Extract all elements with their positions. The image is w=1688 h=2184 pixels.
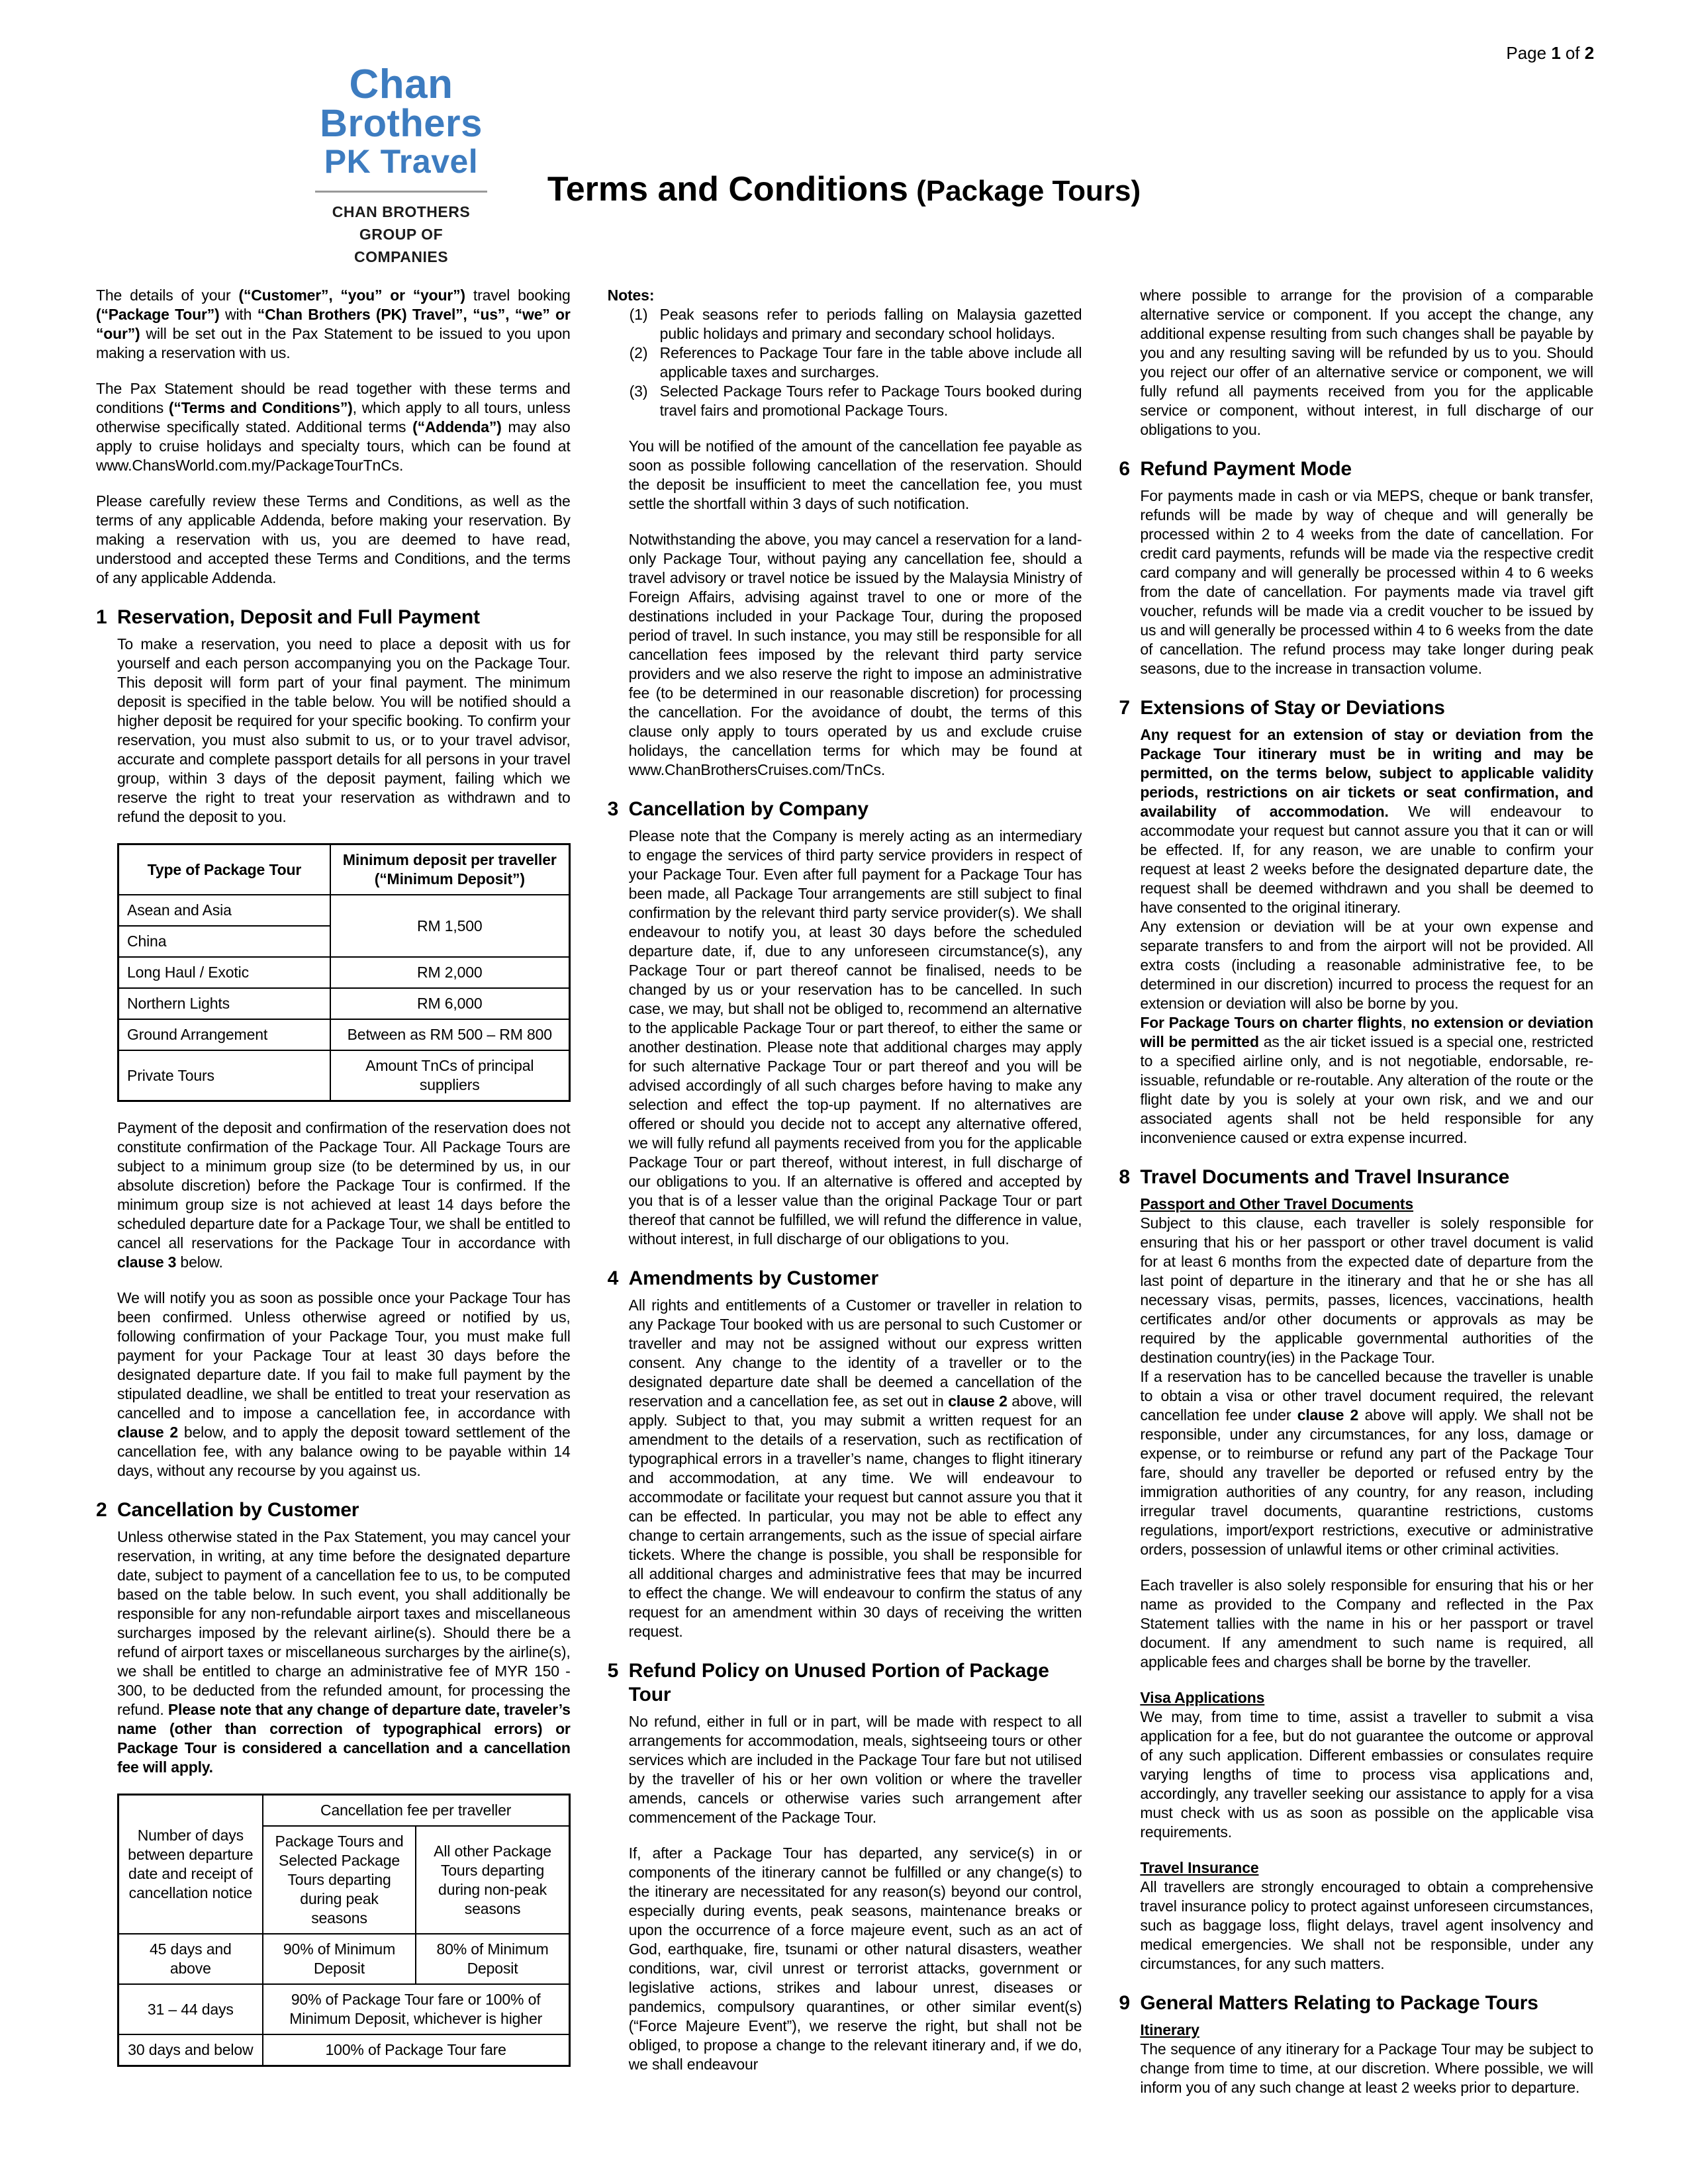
- table-row: [118, 1934, 570, 1984]
- section-6-title: Refund Payment Mode: [1140, 458, 1352, 480]
- section-5-paragraph-2: If, after a Package Tour has departed, any service(s) in or components of the itinerary cannot be fulfilled or any change(s) to the itinerary are necessitated for any reason(s) beyond our control, especially during events, peak seasons, maintenance breaks or upon the occurrence of a force majeure event, such as an act of God, earthquake, fire, tsunami or other natural disasters, weather conditions, war, civil unrest or terrorist attacks, government or legislative actions, strikes and labour unrest, diseases or pandemics, compulsory quarantines, or other similar event(s) (“Force Majeure Event”), we reserve the right, but shall not be obliged, to propose a change to the relevant itinerary and, if we do, we shall endeavour: [628, 1844, 1082, 2073]
- section-7-paragraph-1: Any request for an extension of stay or deviation from the Package Tour itinerary must be in writing and may be permitted, on the terms below, subject to applicable validity periods, restrictions on air tickets or seat confirmation, and availability of accommodation. We will endeavour to accommodate your request but cannot assure you that it can or will be effected. If, for any reason, we are unable to confirm your request at least 2 weeks before the designated departure date, the request shall be deemed withdrawn and you shall be deemed to have consented to the original itinerary.: [1140, 726, 1594, 916]
- subheading-itinerary: Itinerary: [1140, 2021, 1199, 2038]
- subheading-visa-applications: Visa Applications: [1140, 1689, 1265, 1706]
- section-8-title: Travel Documents and Travel Insurance: [1140, 1166, 1510, 1188]
- page-title-suffix: (Package Tours): [908, 175, 1141, 207]
- logo-wordmark: [311, 62, 491, 180]
- section-1-title: Reservation, Deposit and Full Payment: [117, 606, 480, 628]
- section-5-heading: [608, 1659, 1082, 1707]
- subheading-travel-insurance: Travel Insurance: [1140, 1859, 1259, 1876]
- subheading-passport-documents: Passport and Other Travel Documents: [1140, 1195, 1414, 1212]
- logo-word-brothers: Brothers: [320, 102, 483, 145]
- section-1-reservation: [96, 606, 571, 1480]
- cancellation-cell-80-min-deposit: 80% of Minimum Deposit: [416, 1934, 569, 1984]
- section-8-paragraph-2: If a reservation has to be cancelled because the traveller is unable to obtain a visa or other travel document required, the relevant cancellation fee under clause 2 above will apply. We shall not be responsible, under any circumstances, for any loss, damage or expense, or to reimburse or refund any part of the Package Tour fare, should any traveller be deported or refused entry by the immigration authorities of any country, for any reason, including irregular travel documents, quarantine restrictions, customs regulations, import/export restrictions, executive or administrative orders, possession of unlawful items or other criminal activities.: [1140, 1368, 1594, 1558]
- section-3-cancellation-by-company: [608, 797, 1082, 1249]
- section-9-heading: [1119, 1991, 1593, 2015]
- three-column-body: [96, 286, 1593, 2097]
- section-4-paragraph-1: All rights and entitlements of a Customer or traveller in relation to any Package Tour booked with us are personal to such Customer or traveller and may not be assigned without our express written consent. Any change to the identity of a traveller or to the designated departure date shall be deemed a cancellation of the reservation and a cancellation fee, as set out in clause 2 above, will apply. Subject to that, you may submit a written request for an amendment to the details of a reservation, such as rectification of typographical errors in a traveller’s name, changes to flight itinerary and accommodation, at any time. We will endeavour to accommodate or facilitate your request but cannot assure you that it can be effected. In particular, you may not be able to effect any change to certain arrangements, such as the issue of special airfare tickets. Where the change is possible, you shall be responsible for all additional charges and administrative fees that may be incurred to effect the change. We will endeavour to confirm the status of any request for an amendment within 30 days of receiving the written request.: [628, 1297, 1082, 1640]
- section-4-amendments-by-customer: [608, 1267, 1082, 1641]
- note-2-number: (2): [629, 344, 648, 361]
- section-2-cancellation-by-customer: [96, 1498, 571, 2067]
- intro-paragraph-3: Please carefully review these Terms and Conditions, as well as the terms of any applicable Addenda, before making your reservation. By making a reservation with us, you are deemed to have read, understood and accepted these Terms and Conditions, and the terms of any applicable Addenda.: [96, 492, 571, 586]
- cancellation-cell-31-44-days: 31 – 44 days: [118, 1984, 263, 2034]
- deposit-cell-china: China: [118, 926, 330, 957]
- table-row: [118, 2034, 570, 2066]
- section-7-extensions-of-stay: [1119, 696, 1593, 1148]
- page-number-label: Page 1 of 2: [1506, 43, 1594, 63]
- table-row: [118, 1019, 570, 1050]
- section-5-title: Refund Policy on Unused Portion of Package Tour: [628, 1660, 1049, 1706]
- note-3-text: Selected Package Tours refer to Package Tours booked during travel fairs and promotional Package Tours.: [659, 383, 1082, 419]
- section-8-body: [1140, 1195, 1593, 1974]
- section-3-paragraph-1: Please note that the Company is merely acting as an intermediary to engage the services of third party service providers in respect of your Package Tour. Even after full payment for a Package Tour has been made, all Package Tour arrangements are still subject to final confirmation by the relevant third party service provider(s). We shall endeavour to notify you, at least 30 days before the scheduled departure date, if, due to any unforeseen circumstance(s), any Package Tour or part thereof cannot be finalised, needs to be changed by us or your reservation has to be cancelled. In such case, we may, but shall not be obliged to, recommend an alternative to the applicable Package Tour or part thereof, to either the same or another destination. Please note that additional charges may apply for such alternative Package Tour or part thereof and you will be advised accordingly of all such charges before having to make any selection and effect the top-up payment. If no alternatives are offered or should you decide not to accept any alternative offered, we will fully refund all payments received from you for the applicable Package Tour or part thereof, without interest, in full discharge of our obligations to you. If an alternative is offered and accepted by you that is of a lesser value than the original Package Tour or part thereof that cannot be fulfilled, we will refund the difference in value, without interest, in full discharge of our obligations to you.: [628, 827, 1082, 1248]
- company-logo: [311, 62, 491, 268]
- cancellation-cell-30-days: 30 days and below: [118, 2034, 263, 2066]
- deposit-cell-rm6000: RM 6,000: [330, 988, 569, 1019]
- section-5-continuation-paragraph: where possible to arrange for the provision of a comparable alternative service or component. If you accept the change, any additional expense resulting from such changes shall be payable by you and any resulting saving will be refunded by us to you. Should you reject our offer of an alternative service or component, we will fully refund all payments received from you for the applicable service or component, without interest, in full discharge of our obligations to you.: [1140, 287, 1594, 438]
- section-3-body: [629, 827, 1082, 1249]
- minimum-deposit-table: [117, 843, 571, 1102]
- cancellation-fee-table: [117, 1794, 571, 2067]
- section-2-heading: [96, 1498, 571, 1522]
- deposit-cell-rm2000: RM 2,000: [330, 957, 569, 988]
- deposit-table-header-type: Type of Package Tour: [118, 844, 330, 895]
- cancellation-fee-notice-paragraph: You will be notified of the amount of the cancellation fee payable as soon as possible following cancellation of the reservation. Should the deposit be insufficient to meet the cancellation fee, you must settle the shortfall within 3 days of such notification.: [628, 437, 1082, 512]
- section-7-title: Extensions of Stay or Deviations: [1140, 697, 1445, 719]
- section-8-paragraph-4: We may, from time to time, assist a traveller to submit a visa application for a fee, but do not guarantee the outcome or approval of any such application. Different embassies or consulates require varying lengths of time to process visa applications and, accordingly, any traveller seeking our assistance to apply for a visa must check with us as soon as possible on the applicable visa requirements.: [1140, 1708, 1594, 1841]
- cancellation-table-header-fee: Cancellation fee per traveller: [263, 1795, 570, 1827]
- section-4-body: [629, 1296, 1082, 1641]
- section-8-travel-documents: [1119, 1165, 1593, 1974]
- section-6-paragraph-1: For payments made in cash or via MEPS, cheque or bank transfer, refunds will be made by way of cheque and will generally be processed within 2 to 4 weeks from the date of cancellation. For credit card payments, refunds will be made via the respective credit card company and will generally be processed within 4 to 6 weeks from the date of cancellation. For payments made via travel gift voucher, refunds will be made via a credit voucher to be issued by us and will generally be processed within 4 to 6 weeks from the date of cancellation. The refund process may take longer during peak seasons, due to the increase in transaction volume.: [1140, 487, 1594, 677]
- section-1-body: [117, 635, 571, 1480]
- column-2-intro-block: [629, 437, 1082, 780]
- section-9-title: General Matters Relating to Package Tours: [1140, 1992, 1538, 2014]
- page-title: [0, 170, 1688, 208]
- table-row: [118, 1050, 570, 1101]
- section-1-heading: [96, 606, 571, 629]
- notes-list: [630, 305, 1082, 420]
- section-9-body: [1140, 2021, 1593, 2097]
- list-item: [630, 343, 1082, 382]
- section-7-paragraph-2: Any extension or deviation will be at your own expense and separate transfers to and from the airport will not be provided. All extra costs (including a reasonable administrative fee, to be determined in our discretion) incurred to process the request for an extension or deviation will also be borne by you.: [1140, 918, 1594, 1012]
- cancellation-cell-45-days: 45 days and above: [118, 1934, 263, 1984]
- table-row: [118, 957, 570, 988]
- section-2-paragraph-1: Unless otherwise stated in the Pax Statement, you may cancel your reservation, in writing, at any time before the designated departure date, subject to payment of a cancellation fee to us, to be computed based on the table below. In such event, you shall additionally be responsible for any non-refundable airport taxes and miscellaneous surcharges imposed by the relevant airline(s). Should there be a refund of airport taxes or miscellaneous surcharges by the airline(s), we shall be entitled to charge an administrative fee of MYR 150 - 300, to be deducted from the refunded amount, for processing the refund. Please note that any change of departure date, traveler’s name (other than correction of typographical errors) or Package Tour is considered a cancellation and a cancellation fee will apply.: [117, 1528, 571, 1776]
- section-3-heading: [608, 797, 1082, 821]
- cancellation-table-subheader-non-peak: All other Package Tours departing during non-peak seasons: [416, 1826, 569, 1934]
- section-1-paragraph-1: To make a reservation, you need to place a deposit with us for yourself and each person accompanying you on the Package Tour. This deposit will form part of your final payment. The minimum deposit is specified in the table below. You will be notified should a higher deposit be required for your specific booking. To confirm your reservation, you must also submit to us, or to your travel advisor, accurate and complete passport details for all persons in your travel group, within 3 days of the deposit payment, failing which we reserve the right to treat your reservation as withdrawn and to refund the deposit to you.: [117, 635, 571, 825]
- note-3-number: (3): [629, 383, 648, 400]
- cancellation-table-subheader-peak: Package Tours and Selected Package Tours departing during peak seasons: [263, 1826, 416, 1934]
- column-3: [1119, 286, 1593, 2097]
- section-4-heading: [608, 1267, 1082, 1291]
- deposit-cell-asean: Asean and Asia: [118, 895, 330, 926]
- section-4-title: Amendments by Customer: [628, 1267, 879, 1289]
- logo-caption: [311, 201, 491, 268]
- deposit-cell-principal-suppliers: Amount TnCs of principal suppliers: [330, 1050, 569, 1101]
- section-5-body: [629, 1712, 1082, 2074]
- deposit-cell-rm1500: RM 1,500: [330, 895, 569, 957]
- section-6-number: 6: [1119, 458, 1130, 480]
- intro-paragraph-1: The details of your (“Customer”, “you” or “your”) travel booking (“Package Tour”) with “Chan Brothers (PK) Travel”, “us”, “we” or “our”) will be set out in the Pax Statement to be issued to you upon making a reservation with us.: [96, 287, 571, 361]
- list-item: [630, 382, 1082, 420]
- deposit-cell-long-haul: Long Haul / Exotic: [118, 957, 330, 988]
- deposit-cell-ground-arrangement: Ground Arrangement: [118, 1019, 330, 1050]
- note-1-number: (1): [629, 306, 648, 323]
- section-2-body: [117, 1527, 571, 2067]
- deposit-cell-northern-lights: Northern Lights: [118, 988, 330, 1019]
- section-7-paragraph-3: For Package Tours on charter flights, no extension or deviation will be permitted as the air ticket issued is a special one, restricted to a specified airline only, and is not negotiable, endorsable, re-issuable, refundable or re-routable. Any alteration of the route or the flight date by you is solely at your own risk, and we and our associated agents shall not be held responsible for any inconvenience caused or extra expense incurred.: [1140, 1014, 1594, 1146]
- logo-word-pk-travel: PK Travel: [324, 143, 479, 180]
- section-9-number: 9: [1119, 1992, 1130, 2014]
- intro-paragraph-2: The Pax Statement should be read together with these terms and conditions (“Terms and Conditions”), which apply to all tours, unless otherwise specifically stated. Additional terms (“Addenda”) may also apply to cruise holidays and specialty tours, which can be found at www.ChansWorld.com.my/PackageTourTnCs.: [96, 380, 571, 474]
- list-item: [630, 305, 1082, 343]
- section-8-paragraph-3: Each traveller is also solely responsible for ensuring that his or her name as provided to the Company and reflected in the Pax Statement tallies with the name in his or her passport or travel document. If any amendment to such name is required, all applicable fees and charges shall be borne by the traveller.: [1140, 1576, 1594, 1670]
- section-5-paragraph-1: No refund, either in full or in part, will be made with respect to all arrangements for accommodation, meals, sightseeing tours or other services which are included in the Package Tour fare but not utilised by the traveller of his or her own volition or where the traveller amends, cancels or otherwise varies such arrangement after commencement of the Package Tour.: [628, 1713, 1082, 1826]
- table-row: [118, 1795, 570, 1827]
- cancellation-cell-90-fare: 90% of Package Tour fare or 100% of Minimum Deposit, whichever is higher: [263, 1984, 570, 2034]
- section-1-paragraph-2: Payment of the deposit and confirmation of the reservation does not constitute confirmation of the Package Tour. All Package Tours are subject to a minimum group size (to be determined by us, in our absolute discretion) before the Package Tour is confirmed. If the minimum group size is not achieved at least 14 days before the scheduled departure date for a Package Tour, we shall be entitled to cancel all reservations for the Package Tour in accordance with clause 3 below.: [117, 1119, 571, 1271]
- table-row: [118, 844, 570, 895]
- table-row: [118, 988, 570, 1019]
- logo-caption-line1: CHAN BROTHERS: [332, 203, 471, 220]
- column-1: [96, 286, 571, 2097]
- section-2-title: Cancellation by Customer: [117, 1499, 359, 1521]
- table-row: [118, 1984, 570, 2034]
- section-6-heading: [1119, 457, 1593, 481]
- section-5-refund-policy: [608, 1659, 1082, 2074]
- page-title-main: Terms and Conditions: [547, 170, 908, 208]
- cancellation-cell-100-fare: 100% of Package Tour fare: [263, 2034, 570, 2066]
- section-7-heading: [1119, 696, 1593, 720]
- deposit-cell-rm500-800: Between as RM 500 – RM 800: [330, 1019, 569, 1050]
- section-5-continuation-block: [1140, 286, 1593, 439]
- column-2: [608, 286, 1082, 2097]
- section-7-number: 7: [1119, 697, 1130, 719]
- section-8-heading: [1119, 1165, 1593, 1189]
- land-only-cancellation-paragraph: Notwithstanding the above, you may cancel a reservation for a land-only Package Tour, without paying any cancellation fee, should a travel advisory or travel notice be issued by the Malaysia Ministry of Foreign Affairs, advising against travel to one or more of the destinations included in your Package Tour, during the proposed period of travel. In such instance, you may still be responsible for all cancellation fees imposed by the relevant third party service providers and we also reserve the right to impose an administrative fee (to be determined in our reasonable discretion) for processing the cancellation. For the avoidance of doubt, the terms of this clause only apply to tours operated by us and exclude cruise holidays, the cancellation terms for which may be found at www.ChanBrothersCruises.com/TnCs.: [628, 531, 1082, 778]
- section-4-number: 4: [607, 1267, 619, 1289]
- section-5-number: 5: [607, 1660, 619, 1682]
- section-1-paragraph-3: We will notify you as soon as possible once your Package Tour has been confirmed. Unless otherwise agreed or notified by us, following confirmation of your Package Tour, you must make full payment for your Package Tour at least 30 days before the designated departure date. If you fail to make full payment by the stipulated deadline, we shall be entitled to treat your reservation as cancelled and to impose a cancellation fee, in accordance with clause 2 below, and to apply the deposit toward settlement of the cancellation fee, with any balance owing to be payable within 14 days, without any recourse by you against us.: [117, 1289, 571, 1479]
- section-6-body: [1140, 486, 1593, 678]
- note-1-text: Peak seasons refer to periods falling on Malaysia gazetted public holidays and primary and secondary school holidays.: [659, 306, 1082, 342]
- section-8-number: 8: [1119, 1166, 1130, 1188]
- section-3-number: 3: [607, 798, 619, 820]
- section-2-number: 2: [96, 1499, 107, 1521]
- logo-caption-line2: GROUP OF COMPANIES: [353, 226, 449, 265]
- section-9-paragraph-1: The sequence of any itinerary for a Package Tour may be subject to change from time to time, at our discretion. Where possible, we will inform you of any such change at least 2 weeks prior to departure.: [1140, 2040, 1594, 2096]
- deposit-cell-private-tours: Private Tours: [118, 1050, 330, 1101]
- table-row: [118, 895, 570, 926]
- logo-word-chan: Chan: [349, 62, 453, 107]
- note-2-text: References to Package Tour fare in the table above include all applicable taxes and surcharges.: [659, 344, 1082, 381]
- section-1-number: 1: [96, 606, 107, 628]
- section-3-title: Cancellation by Company: [628, 798, 868, 820]
- deposit-table-header-min-deposit: Minimum deposit per traveller (“Minimum Deposit”): [330, 844, 569, 895]
- section-7-body: [1140, 725, 1593, 1148]
- cancellation-table-header-days: Number of days between departure date and receipt of cancellation notice: [118, 1795, 263, 1934]
- cancellation-cell-90-min-deposit: 90% of Minimum Deposit: [263, 1934, 416, 1984]
- notes-heading: Notes:: [607, 287, 655, 304]
- section-8-paragraph-1: Subject to this clause, each traveller is solely responsible for ensuring that his or her passport or other travel document is valid for at least 6 months from the expected date of departure from the last point of departure in the itinerary and that he or she has all necessary visas, permits, passes, licences, vaccinations, health certificates and/or other documents or approvals as may be required by the applicable governmental authorities of the destination country(ies) in the Package Tour.: [1140, 1214, 1594, 1366]
- section-9-general-matters: [1119, 1991, 1593, 2097]
- section-6-refund-payment-mode: [1119, 457, 1593, 678]
- section-8-paragraph-5: All travellers are strongly encouraged to obtain a comprehensive travel insurance policy to protect against unforeseen circumstances, such as baggage loss, flight delays, travel agent insolvency and medical emergencies. We shall not be responsible, under any circumstances, for any such matters.: [1140, 1878, 1594, 1972]
